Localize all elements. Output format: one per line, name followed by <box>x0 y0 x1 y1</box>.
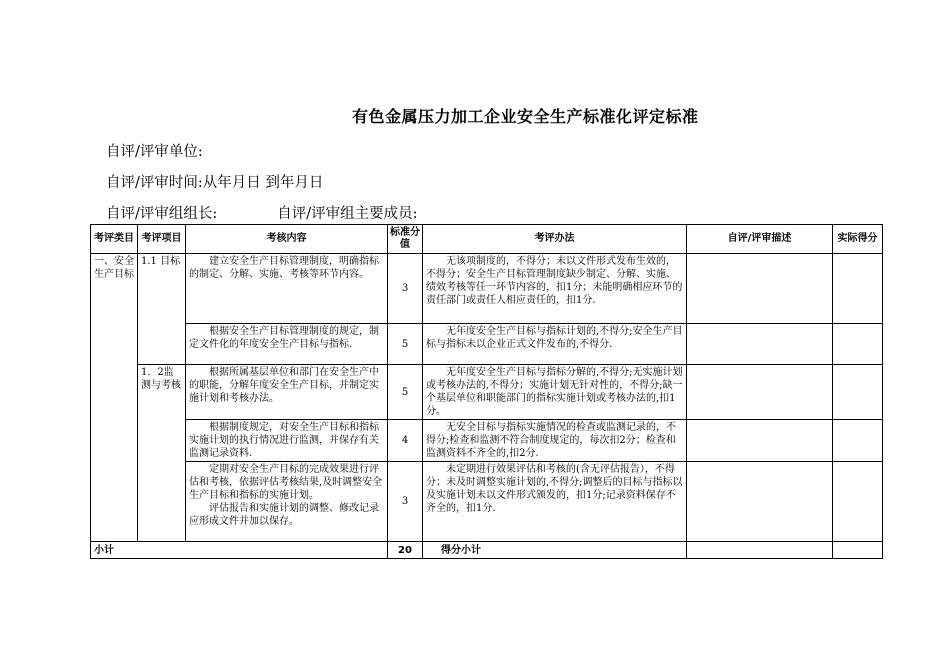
self-eval-unit-label: 自评/评审单位: <box>106 144 203 160</box>
table-row <box>91 365 883 420</box>
actual-score-cell[interactable] <box>833 365 883 420</box>
desc-cell[interactable] <box>687 324 833 365</box>
subtotal-desc-cell[interactable] <box>687 542 833 559</box>
subtotal-row <box>91 542 883 559</box>
content-cell <box>186 462 388 542</box>
score-cell: 3 <box>388 254 423 324</box>
subtotal-method-label: 得分小计 <box>423 542 687 559</box>
header-score: 标准分值 <box>388 225 423 254</box>
subtotal-actual-cell[interactable] <box>833 542 883 559</box>
content-cell: 根据所属基层单位和部门在安全生产中的职能，分解年度安全生产目标，并制定实施计划和考核办法。 <box>186 365 388 420</box>
item-cell: 1．2监测与考核 <box>138 365 186 542</box>
table-row <box>91 254 883 324</box>
header-content: 考核内容 <box>186 225 388 254</box>
category-cell: 一、安全生产目标 <box>91 254 138 542</box>
header-item: 考评项目 <box>138 225 186 254</box>
table-row <box>91 462 883 542</box>
page-title: 有色金属压力加工企业安全生产标准化评定标准 <box>352 107 699 126</box>
actual-score-cell[interactable] <box>833 420 883 462</box>
desc-cell[interactable] <box>687 462 833 542</box>
method-cell: 无年度安全生产目标与指标分解的,不得分;无实施计划或考核办法的,不得分；实施计划无针对性的，不得分;缺一个基层单位和职能部门的指标实施计划或考核办法的,扣1分。 <box>423 365 687 420</box>
item-cell: 1.1 目标 <box>138 254 186 365</box>
score-cell: 5 <box>388 324 423 365</box>
team-line <box>106 202 418 223</box>
score-cell: 4 <box>388 420 423 462</box>
table-row <box>91 324 883 365</box>
header-category: 考评类目 <box>91 225 138 254</box>
score-cell: 5 <box>388 365 423 420</box>
team-members-label: 自评/评审组主要成员: <box>277 206 418 222</box>
method-cell: 无该项制度的，不得分；未以文件形式发布生效的，不得分；安全生产目标管理制度缺少制定、分解、实施、绩效考核等任一环节内容的，扣1分；未能明确相应环节的责任部门或责任人相应责任的，扣1分. <box>423 254 687 324</box>
actual-score-cell[interactable] <box>833 254 883 324</box>
method-cell: 无年度安全生产目标与指标计划的,不得分;安全生产目标与指标未以企业正式文件发布的,不得分. <box>423 324 687 365</box>
desc-cell[interactable] <box>687 254 833 324</box>
content-cell: 建立安全生产目标管理制度，明确指标的制定、分解、实施、考核等环节内容。 <box>186 254 388 324</box>
desc-cell[interactable] <box>687 365 833 420</box>
table-header-row <box>91 225 883 254</box>
team-leader-label: 自评/评审组组长: <box>106 206 218 222</box>
subtotal-label: 小计 <box>91 542 388 559</box>
evaluation-table <box>90 224 883 559</box>
content-text: 定期对安全生产目标的完成效果进行评估和考核，依据评估考核结果,及时调整安全生产目标和指标的实施计划。 <box>189 464 383 501</box>
desc-cell[interactable] <box>687 420 833 462</box>
header-method: 考评办法 <box>423 225 687 254</box>
actual-score-cell[interactable] <box>833 462 883 542</box>
header-actual: 实际得分 <box>833 225 883 254</box>
table-row <box>91 420 883 462</box>
header-desc: 自评/评审描述 <box>687 225 833 254</box>
subtotal-score: 20 <box>388 542 423 559</box>
method-cell: 未定期进行效果评估和考核的(含无评估报告），不得分；未及时调整实施计划的,不得分;调整后的目标与指标以及实施计划未以文件形式颁发的，扣1分;记录资料保存不齐全的，扣1分. <box>423 462 687 542</box>
self-eval-time-label: 自评/评审时间:从年月日 到年月日 <box>106 175 324 191</box>
content-cell: 根据安全生产目标管理制度的规定，制定文件化的年度安全生产目标与指标. <box>186 324 388 365</box>
actual-score-cell[interactable] <box>833 324 883 365</box>
content-text-2: 评估报告和实施计划的调整、修改记录应形成文件并加以保存。 <box>189 503 379 527</box>
score-cell: 3 <box>388 462 423 542</box>
content-cell: 根据制度规定，对安全生产目标和指标实施计划的执行情况进行监测，并保存有关监测记录资料. <box>186 420 388 462</box>
method-cell: 无安全目标与指标实施情况的检查或监测记录的，不得分;检查和监测不符合制度规定的，每次扣2分；检查和监测资料不齐全的,扣2分. <box>423 420 687 462</box>
